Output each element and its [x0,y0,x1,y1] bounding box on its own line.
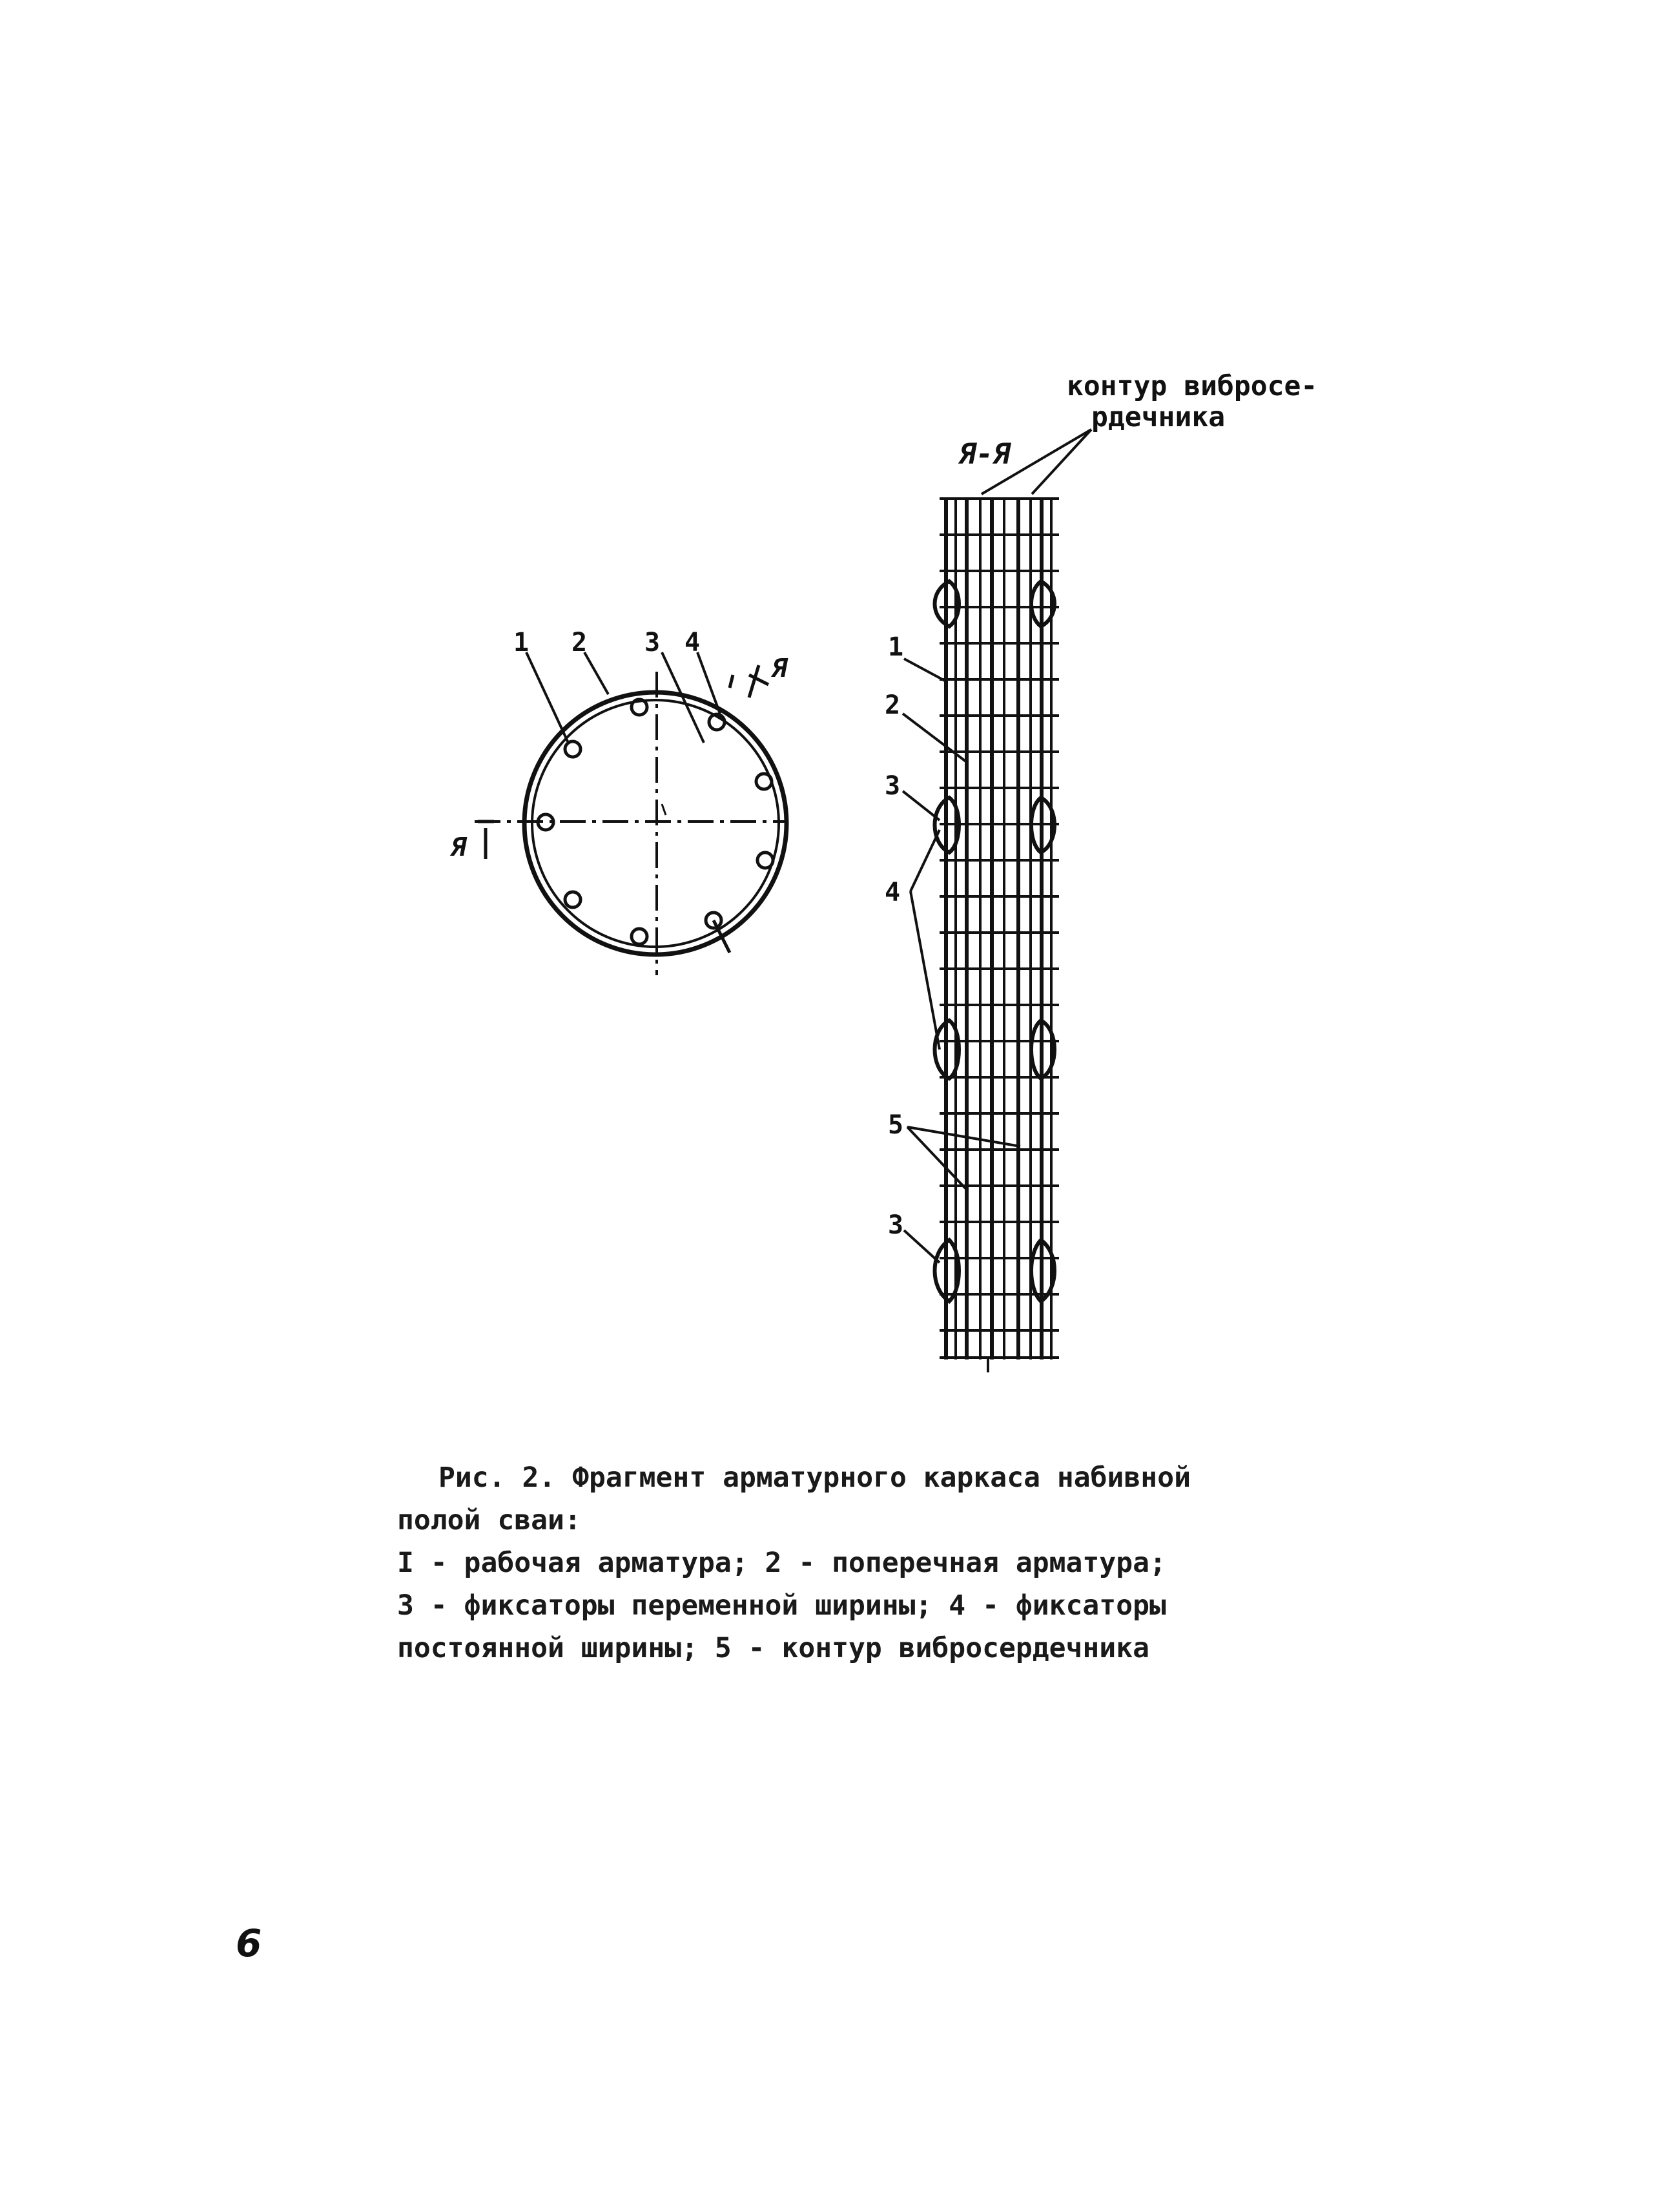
caption-line-4: З - фиксаторы переменной ширины; 4 - фиксаторы [397,1589,1166,1622]
caption-line-3: I - рабочая арматура; 2 - поперечная арматура; [397,1547,1166,1579]
elev-label-3a: 3 [885,771,901,801]
elev-leader-1 [904,659,946,681]
page-number: 6 [236,1921,262,1965]
caption-line-5: постоянной ширины; 5 - контур вибросердечника [397,1632,1149,1664]
cross-label-3: 3 [644,628,661,657]
contour-callout-line2: рдечника [1091,401,1226,433]
elev-leader-3b [904,1230,940,1263]
caption-line-1: Рис. 2. Фрагмент арматурного каркаса набивной [438,1462,1191,1494]
elev-label-2: 2 [885,690,901,720]
longitudinal-bars [946,497,1051,1359]
section-arrow-top [749,665,768,698]
pile-elevation [885,370,1317,1372]
leader-2 [584,652,608,694]
elev-label-5: 5 [888,1110,904,1140]
elevation-section-title: Я-Я [959,438,1011,471]
figure-caption [397,1456,1314,1669]
elev-label-1: 1 [888,632,904,662]
pile-cross-section [449,628,788,975]
leader-1 [526,652,568,743]
caption-line-2: полой сваи: [397,1504,581,1536]
rebar [565,892,581,907]
spacers [935,581,1055,1301]
contour-leader-b [1032,429,1091,494]
elev-leader-4b [911,891,940,1049]
cross-label-4: 4 [684,628,701,657]
elev-label-3b: 3 [888,1210,904,1240]
cross-label-1: 1 [513,628,530,657]
contour-callout-line1: контур вибросе- [1067,370,1318,402]
elev-leader-4a [911,830,940,891]
cross-label-2: 2 [571,628,588,657]
rebar [757,853,773,868]
elev-leader-2 [903,714,967,762]
section-arrow-left [478,822,494,859]
rebar [632,929,647,944]
section-cut-line [730,675,733,688]
rebar [756,774,772,789]
elev-leader-3a [903,791,940,820]
rebar [565,741,581,757]
section-mark-left: Я [451,832,467,862]
elev-label-4: 4 [885,878,901,907]
center-tick [662,804,666,815]
section-mark-top: Я [772,654,788,683]
